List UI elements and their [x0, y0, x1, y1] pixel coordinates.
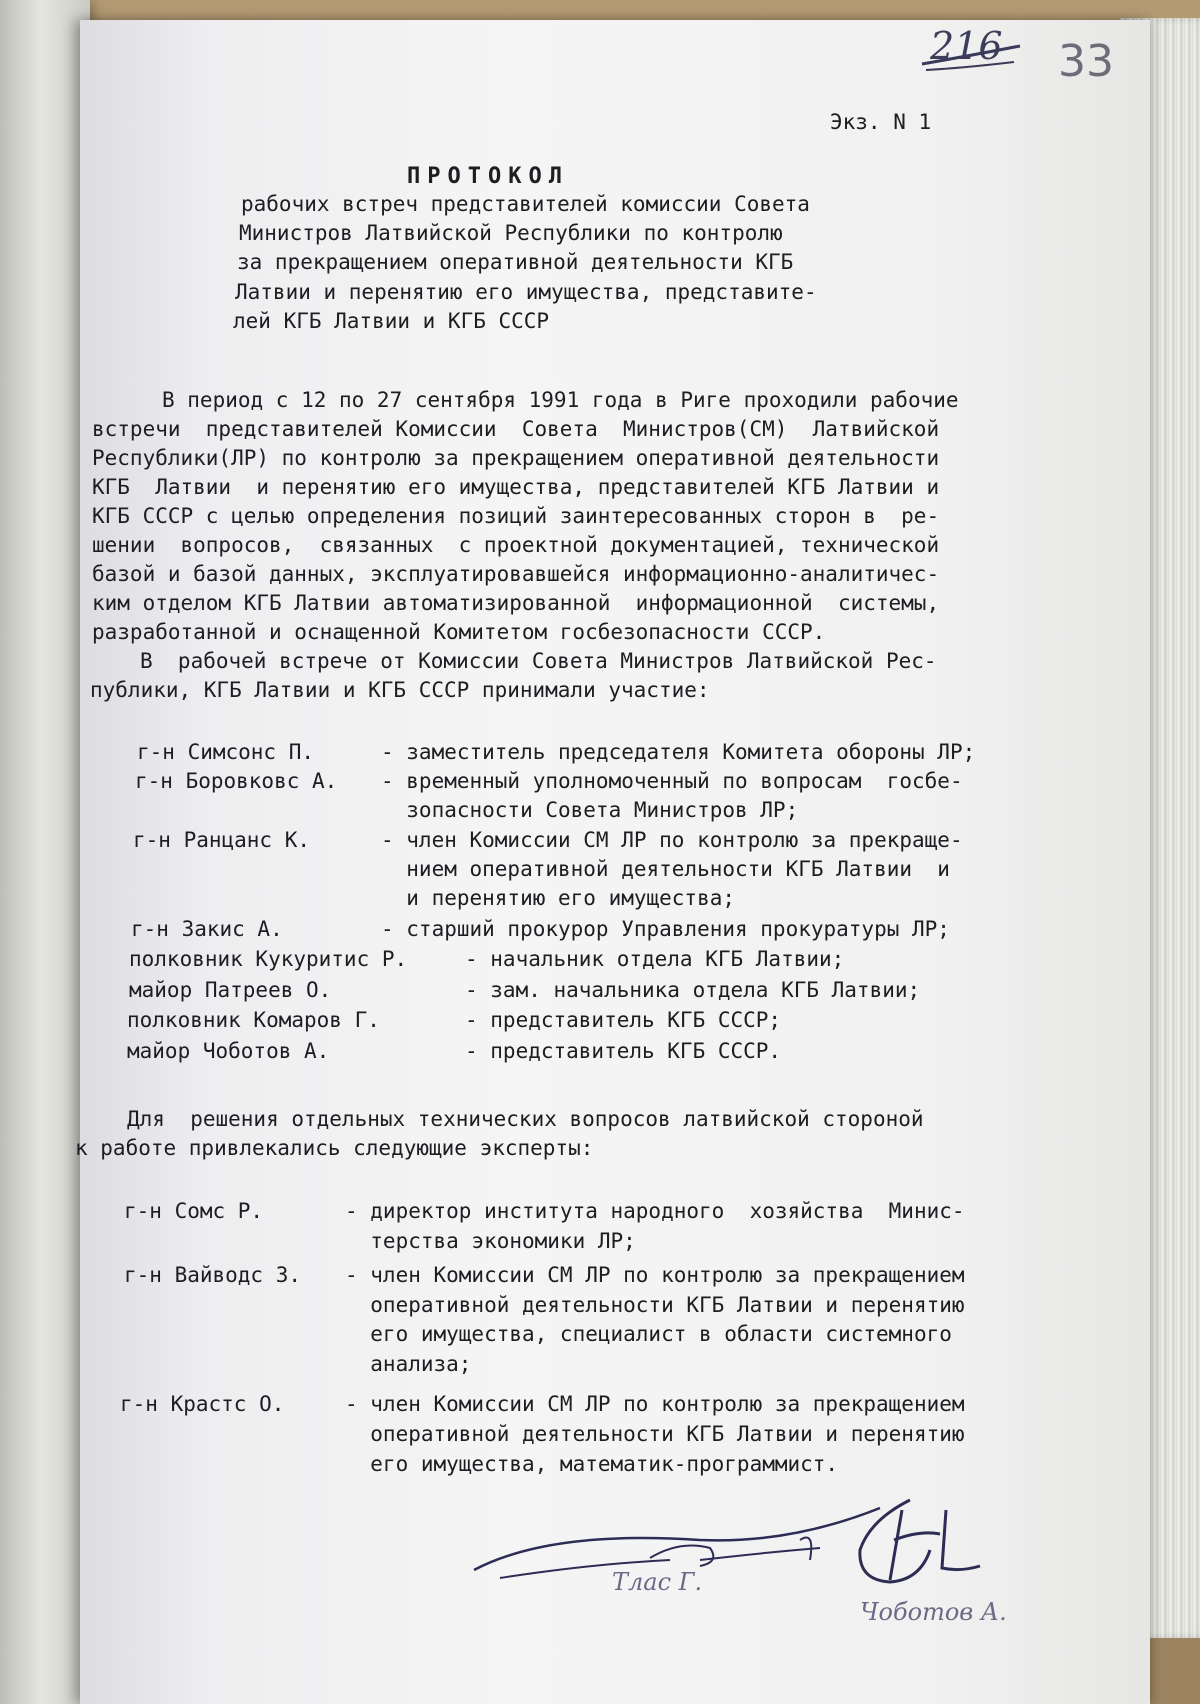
expert-role: оперативной деятельности КГБ Латвии и перенятию [345, 1293, 965, 1317]
expert-role: оперативной деятельности КГБ Латвии и перенятию [345, 1422, 965, 1446]
expert-name: г-н Сомс Р. [124, 1199, 264, 1223]
participant-role: - представитель КГБ СССР; [465, 1008, 782, 1032]
participant-role: - зам. начальника отдела КГБ Латвии; [465, 978, 921, 1002]
copy-number: Экз. N 1 [830, 110, 932, 134]
participant-name: г-н Симсонс П. [137, 740, 315, 764]
paragraph-line: КГБ Латвии и перенятию его имущества, представителей КГБ Латвии и [92, 475, 940, 499]
participant-name: майор Чоботов А. [127, 1039, 330, 1063]
folio-strike-line [918, 34, 1028, 74]
participant-role: - представитель КГБ СССР. [465, 1039, 782, 1063]
paragraph-line: публики, КГБ Латвии и КГБ СССР принимали участие: [90, 678, 710, 702]
paragraph-line: КГБ СССР с целью определения позиций заинтересованных сторон в ре- [92, 504, 940, 528]
document-title: ПРОТОКОЛ [407, 164, 569, 189]
subtitle-line: за прекращением оперативной деятельности КГБ [237, 250, 794, 274]
paragraph-line: к работе привлекались следующие эксперты: [75, 1136, 594, 1160]
participant-role: - временный уполномоченный по вопросам госбе- [381, 769, 963, 793]
folio-number: 33 [1058, 36, 1114, 87]
participant-role: - старший прокурор Управления прокуратуры ЛР; [381, 917, 950, 941]
participant-role: зопасности Совета Министров ЛР; [381, 798, 799, 822]
paragraph-line: Республики(ЛР) по контролю за прекращением оперативной деятельности [92, 446, 940, 470]
participant-name: майор Патреев О. [129, 978, 332, 1002]
paragraph-line: разработанной и оснащенной Комитетом госбезопасности СССР. [92, 620, 826, 644]
paragraph-line: шении вопросов, связанных с проектной документацией, технической [92, 533, 940, 557]
participant-name: г-н Ранцанс К. [133, 828, 311, 852]
participant-role: - заместитель председателя Комитета обороны ЛР; [381, 740, 976, 764]
paragraph-line: В период с 12 по 27 сентября 1991 года в Риге проходили рабочие [162, 388, 959, 412]
signature-left-note: Тлас Г. [612, 1568, 703, 1596]
participant-role: и перенятию его имущества; [381, 886, 736, 910]
expert-role: его имущества, специалист в области системного [345, 1322, 952, 1346]
expert-role: - член Комиссии СМ ЛР по контролю за прекращением [345, 1392, 965, 1416]
folio-struck: 216 [930, 24, 1003, 68]
expert-role: - директор института народного хозяйства Минис- [345, 1199, 965, 1223]
paragraph-line: базой и базой данных, эксплуатировавшейся информационно-аналитичес- [92, 562, 940, 586]
signature-right-note: Чоботов А. [860, 1598, 1007, 1626]
subtitle-line: Латвии и перенятию его имущества, представите- [235, 280, 817, 304]
participant-name: г-н Боровковс А. [135, 769, 338, 793]
participant-role: - начальник отдела КГБ Латвии; [465, 947, 845, 971]
expert-name: г-н Вайводс З. [124, 1263, 302, 1287]
signature-right [850, 1490, 990, 1600]
participant-role: нием оперативной деятельности КГБ Латвии и [381, 857, 950, 881]
paragraph-line: встречи представителей Комиссии Совета Министров(СМ) Латвийской [92, 417, 940, 441]
previous-page-edge [0, 0, 90, 1704]
expert-role: терства экономики ЛР; [345, 1229, 636, 1253]
participant-name: полковник Кукуритис Р. [129, 947, 408, 971]
subtitle-line: Министров Латвийской Республики по контролю [239, 221, 783, 245]
paragraph-line: В рабочей встрече от Комиссии Совета Министров Латвийской Рес- [140, 649, 937, 673]
participant-name: полковник Комаров Г. [127, 1008, 380, 1032]
paragraph-line: Для решения отдельных технических вопросов латвийской стороной [127, 1107, 924, 1131]
expert-role: - член Комиссии СМ ЛР по контролю за прекращением [345, 1263, 965, 1287]
paragraph-line: ким отделом КГБ Латвии автоматизированной информационной системы, [92, 591, 940, 615]
expert-role: его имущества, математик-программист. [345, 1452, 839, 1476]
participant-role: - член Комиссии СМ ЛР по контролю за прекраще- [381, 828, 963, 852]
expert-name: г-н Крастс О. [120, 1392, 285, 1416]
subtitle-line: рабочих встреч представителей комиссии Совета [241, 192, 810, 216]
subtitle-line: лей КГБ Латвии и КГБ СССР [233, 309, 550, 333]
participant-name: г-н Закис А. [131, 917, 283, 941]
expert-role: анализа; [345, 1352, 472, 1376]
